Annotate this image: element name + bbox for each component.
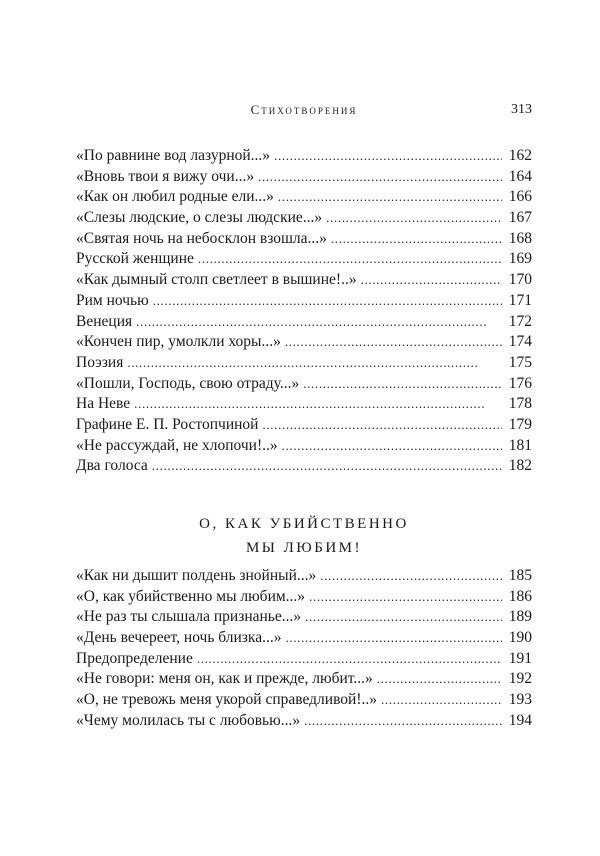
toc-entry (76, 628, 532, 649)
dot-leader (331, 229, 502, 250)
page-number: 313 (511, 102, 532, 117)
toc-entry-page: 169 (508, 250, 532, 268)
toc-entry (76, 607, 532, 628)
toc-entry (76, 312, 532, 333)
dot-leader (198, 249, 502, 270)
toc-entry (76, 415, 532, 436)
toc-entry-title: «Не раз ты слышала признанье...» (76, 608, 302, 626)
dot-leader (377, 669, 502, 690)
toc-entry-title: «Пошли, Господь, свою отраду...» (76, 374, 300, 392)
toc-entry-title: Графине Е. П. Ростопчиной (76, 415, 259, 433)
toc-entry-page: 170 (508, 271, 532, 289)
toc-entry-page: 174 (508, 333, 532, 351)
toc-entry-page: 175 (508, 353, 532, 371)
toc-entry (76, 353, 532, 374)
table-of-contents-part-1 (76, 146, 532, 477)
dot-leader (274, 146, 502, 167)
toc-entry (76, 456, 532, 477)
toc-entry-title: «Вновь твои я вижу очи...» (76, 167, 255, 185)
toc-entry-title: «День вечереет, ночь близка...» (76, 629, 282, 647)
toc-entry (76, 394, 532, 415)
section-heading (76, 512, 532, 560)
toc-entry (76, 374, 532, 395)
toc-entry-page: 181 (508, 436, 532, 454)
toc-entry-title: «Не рассуждай, не хлопочи!..» (76, 436, 278, 454)
toc-entry-page: 192 (508, 670, 532, 688)
toc-entry-page: 186 (508, 587, 532, 605)
toc-entry (76, 167, 532, 188)
dot-leader (127, 353, 502, 374)
dot-leader (134, 394, 502, 415)
toc-entry-page: 182 (508, 457, 532, 475)
toc-entry (76, 249, 532, 270)
dot-leader (320, 566, 502, 587)
dot-leader (381, 690, 502, 711)
toc-entry-title: «Как ни дышит полдень знойный...» (76, 567, 317, 584)
toc-entry-page: 190 (508, 629, 532, 647)
toc-entry-title: «Кончен пир, умолкли хоры...» (76, 333, 281, 351)
toc-entry (76, 332, 532, 353)
toc-entry-title: «Как дымный столп светлеет в вышине!..» (76, 271, 357, 289)
toc-entry (76, 291, 532, 312)
toc-entry (76, 146, 532, 167)
toc-entry-page: 179 (508, 415, 532, 433)
toc-entry (76, 669, 532, 690)
toc-entry-title: «О, как убийственно мы любим...» (76, 587, 306, 605)
dot-leader (285, 332, 502, 353)
toc-entry-title: Два голоса (76, 457, 148, 475)
running-head (76, 100, 532, 120)
toc-entry (76, 208, 532, 229)
toc-entry-page: 172 (508, 312, 532, 330)
dot-leader (303, 374, 502, 395)
toc-entry (76, 711, 532, 732)
toc-entry-title: Поэзия (76, 353, 124, 371)
toc-entry-title: Русской женщине (76, 250, 194, 268)
toc-entry-title: На Неве (76, 395, 131, 413)
toc-entry-page: 178 (508, 395, 532, 413)
table-of-contents-part-2 (76, 566, 532, 732)
toc-entry-page: 176 (508, 374, 532, 392)
toc-entry-page: 191 (508, 649, 532, 667)
running-title: Стихотворения (250, 102, 358, 117)
dot-leader (309, 587, 502, 608)
dot-leader (153, 291, 502, 312)
toc-entry (76, 649, 532, 670)
dot-leader (282, 436, 502, 457)
dot-leader (278, 187, 502, 208)
toc-entry-title: Рим ночью (76, 291, 149, 309)
toc-entry-page: 164 (508, 167, 532, 185)
toc-entry-title: «По равнине вод лазурной...» (76, 147, 271, 164)
toc-entry-page: 167 (508, 209, 532, 227)
toc-entry-title: Предопределение (76, 649, 193, 667)
toc-entry-title: «Не говори: меня он, как и прежде, любит...» (76, 670, 373, 688)
toc-entry-page: 189 (508, 608, 532, 626)
dot-leader (262, 415, 502, 436)
toc-entry-page: 171 (508, 291, 532, 309)
dot-leader (258, 167, 502, 188)
section-heading-line-1: О, КАК УБИЙСТВЕННО (199, 516, 409, 532)
toc-entry (76, 690, 532, 711)
dot-leader (152, 456, 502, 477)
dot-leader (197, 649, 502, 670)
toc-entry-page: 185 (508, 567, 532, 584)
dot-leader (285, 628, 502, 649)
toc-entry-title: «Святая ночь на небосклон взошла...» (76, 229, 327, 247)
toc-entry (76, 566, 532, 587)
toc-entry-title: «Слезы людские, о слезы людские...» (76, 209, 323, 227)
toc-entry-page: 168 (508, 229, 532, 247)
toc-entry-page: 194 (508, 711, 532, 729)
toc-entry-page: 166 (508, 188, 532, 206)
toc-entry (76, 187, 532, 208)
toc-entry-title: Венеция (76, 312, 133, 330)
section-heading-line-2: МЫ ЛЮБИМ! (245, 540, 363, 556)
dot-leader (136, 312, 502, 333)
toc-entry (76, 436, 532, 457)
toc-entry-page: 162 (508, 147, 532, 164)
toc-entry-title: «Как он любил родные ели...» (76, 188, 274, 206)
toc-entry (76, 229, 532, 250)
toc-entry-title: «Чему молилась ты с любовью...» (76, 711, 301, 729)
toc-entry (76, 587, 532, 608)
dot-leader (304, 711, 502, 732)
toc-entry-page: 193 (508, 691, 532, 709)
toc-entry (76, 270, 532, 291)
dot-leader (305, 607, 502, 628)
toc-entry-title: «О, не тревожь меня укорой справедливой!..» (76, 691, 378, 709)
dot-leader (361, 270, 502, 291)
dot-leader (326, 208, 502, 229)
